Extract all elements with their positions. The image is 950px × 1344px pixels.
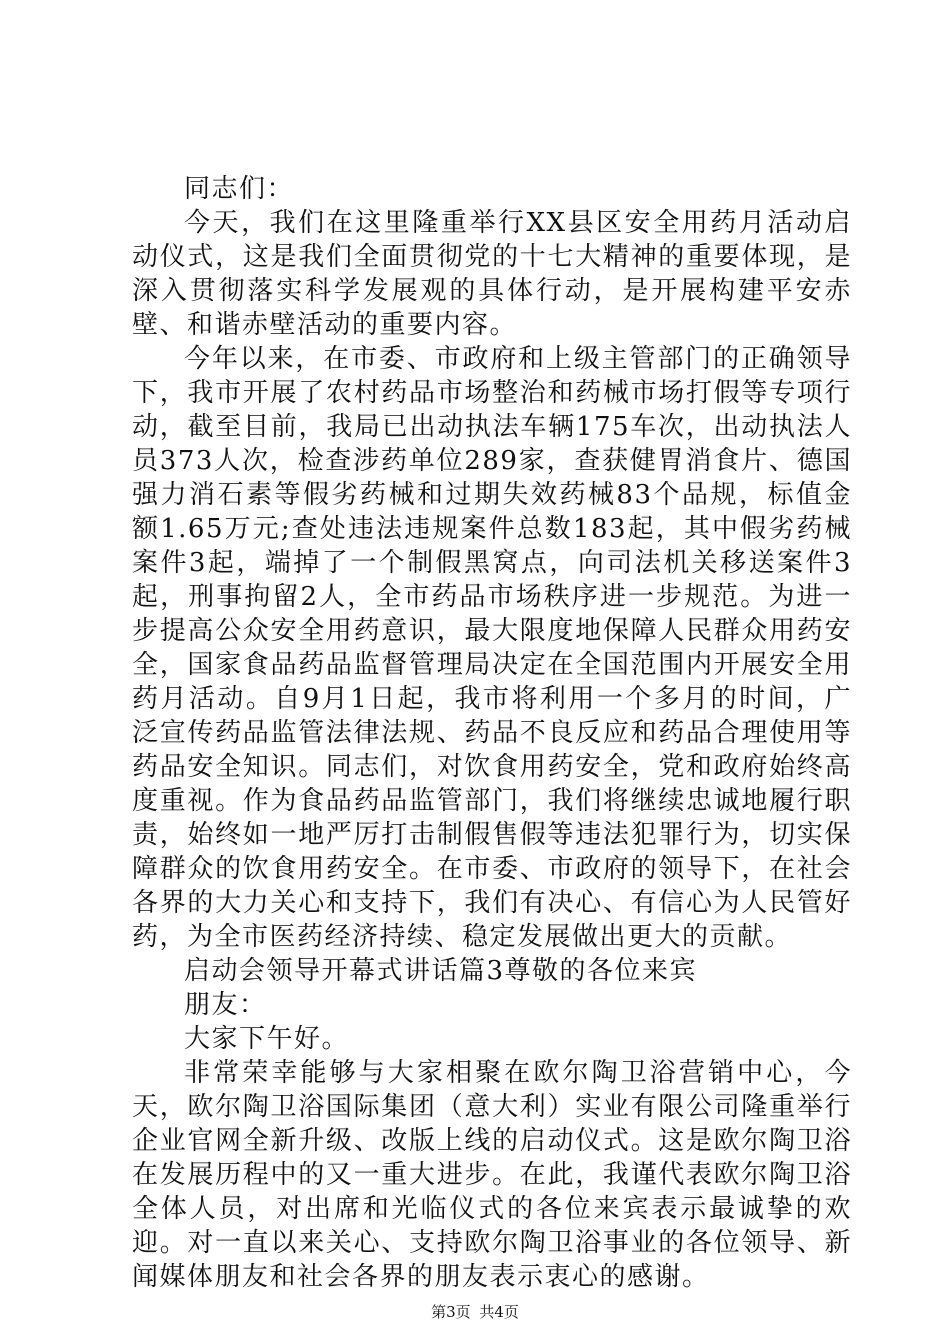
page-total: 共4页 xyxy=(479,1303,519,1321)
report-paragraph: 今年以来，在市委、市政府和上级主管部门的正确领导下，我市开展了农村药品市场整治和药械市场打假等专项行动，截至目前，我局已出动执法车辆175车次，出动执法人员373人次，检查涉药单位289家，查获健胃消食片、德国强力消石素等假劣药械和过期失效药械83个品规，标值金额1.65万元;查处违法违规案件总数183起，其中假劣药械案件3起，端掉了一个制假黑窝点，向司法机关移送案件3起，刑事拘留2人，全市药品市场秩序进一步规范。为进一步提高公众安全用药意识，最大限度地保障人民群众用药安全，国家食品药品监督管理局决定在全国范围内开展安全用药月活动。自9月1日起，我市将利用一个多月的时间，广泛宣传药品监管法律法规、药品不良反应和药品合理使用等药品安全知识。同志们，对饮食用药安全，党和政府始终高度重视。作为食品药品监管部门，我们将继续忠诚地履行职责，始终如一地严厉打击制假售假等违法犯罪行为，切实保障群众的饮食用药安全。在市委、市政府的领导下，在社会各界的大力关心和支持下，我们有决心、有信心为人民管好药，为全市医药经济持续、稳定发展做出更大的贡献。 xyxy=(132,344,852,952)
document-body xyxy=(132,172,852,1294)
greeting-friends-paragraph: 朋友： xyxy=(184,990,267,1020)
salutation-paragraph: 同志们： xyxy=(184,174,295,204)
page-number: 第3页 xyxy=(431,1303,471,1321)
good-afternoon-paragraph: 大家下午好。 xyxy=(184,1024,350,1054)
section-heading-paragraph: 启动会领导开幕式讲话篇3尊敬的各位来宾 xyxy=(184,956,698,986)
page-footer xyxy=(0,1302,950,1322)
welcome-paragraph: 非常荣幸能够与大家相聚在欧尔陶卫浴营销中心，今天，欧尔陶卫浴国际集团（意大利）实业有限公司隆重举行企业官网全新升级、改版上线的启动仪式。这是欧尔陶卫浴在发展历程中的又一重大进步。在此，我谨代表欧尔陶卫浴全体人员，对出席和光临仪式的各位来宾表示最诚挚的欢迎。对一直以来关心、支持欧尔陶卫浴事业的各位领导、新闻媒体朋友和社会各界的朋友表示衷心的感谢。 xyxy=(132,1058,852,1292)
opening-paragraph: 今天，我们在这里隆重举行XX县区安全用药月活动启动仪式，这是我们全面贯彻党的十七大精神的重要体现，是深入贯彻落实科学发展观的具体行动，是开展构建平安赤壁、和谐赤壁活动的重要内容。 xyxy=(132,208,852,340)
